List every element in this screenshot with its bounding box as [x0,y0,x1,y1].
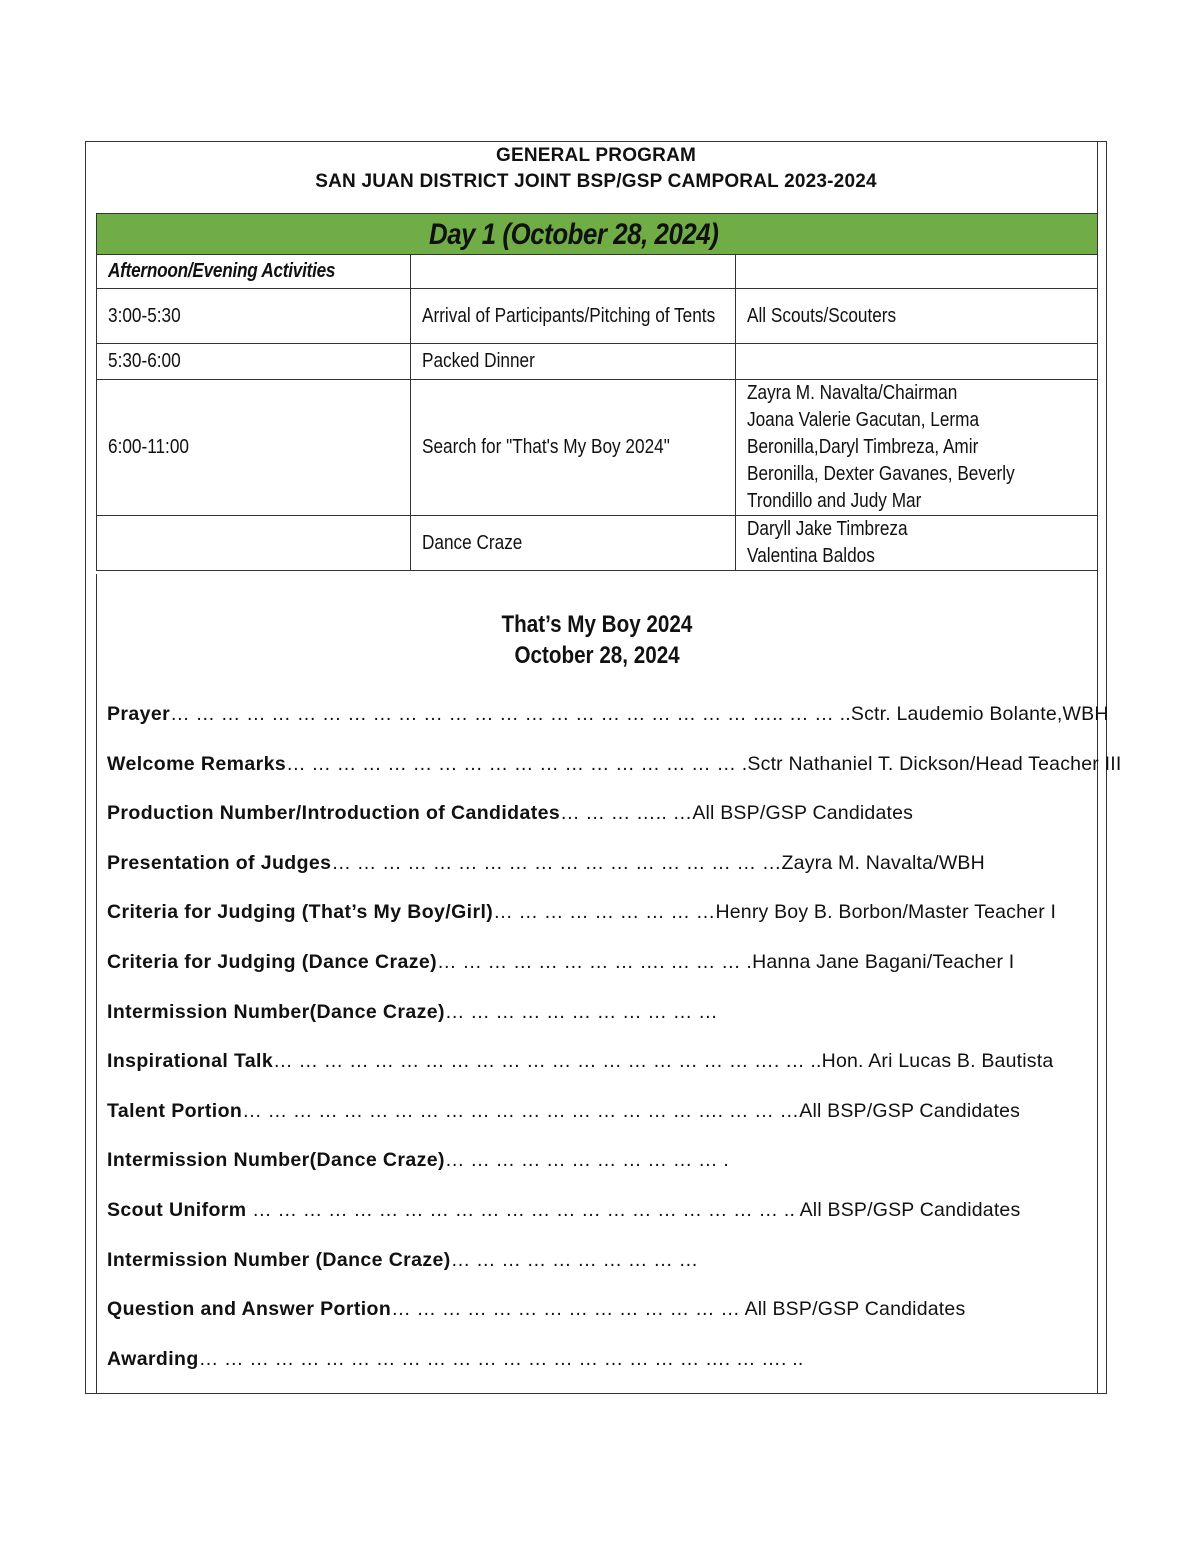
list-item: Intermission Number(Dance Craze)… … … … … … … … … … … [107,1000,718,1023]
day-title-row [97,214,1098,255]
list-item: Presentation of Judges… … … … … … … … … … … … … … … … … …Zayra M. Navalta/WBH [107,851,985,874]
activity-cell: Dance Craze [411,516,736,571]
list-item: Talent Portion… … … … … … … … … … … … … … … … … … …. … … …All BSP/GSP Candidates [107,1099,1021,1122]
table-row [97,289,1098,344]
list-item: Prayer… … … … … … … … … … … … … … … … … … … … … … … ….. … … ..Sctr. Laudemio Bolante,WBH [107,703,1109,725]
empty-cell [736,255,1098,289]
list-item: Intermission Number(Dance Craze)… … … … … … … … … … … . [107,1149,730,1172]
empty-cell [411,255,736,289]
table-row [97,344,1098,380]
list-item: Awarding… … … … … … … … … … … … … … … … … … … … …. … …. .. [107,1347,804,1370]
person-cell [736,344,1098,380]
activity-cell: Packed Dinner [411,344,736,380]
list-item: Production Number/Introduction of Candidates… … … ….. …All BSP/GSP Candidates [107,802,914,825]
header-title: GENERAL PROGRAM [495,145,697,166]
time-cell: 5:30-6:00 [97,344,411,380]
header-subtitle: SAN JUAN DISTRICT JOINT BSP/GSP CAMPORAL 2023-2024 [315,171,877,192]
table-row [97,380,1098,516]
time-cell: 3:00-5:30 [97,289,411,344]
person-cell: Daryll Jake Timbreza Valentina Baldos [736,516,1098,571]
time-cell [97,516,411,571]
schedule-table [96,213,1098,571]
section-label: Afternoon/Evening Activities [97,255,411,289]
activity-cell: Arrival of Participants/Pitching of Tents [411,289,736,344]
activity-cell: Search for "That's My Boy 2024" [411,380,736,516]
person-cell: Zayra M. Navalta/Chairman Joana Valerie Gacutan, Lerma Beronilla,Daryl Timbreza, Amir Beronilla, Dexter Gavanes, Beverly Trondillo and Judy Mar [736,380,1098,516]
document-header [86,143,1106,195]
person-cell: All Scouts/Scouters [736,289,1098,344]
list-item: Intermission Number (Dance Craze)… … … … … … … … … … [107,1248,699,1271]
program-list [107,700,1122,1394]
list-item: Scout Uniform … … … … … … … … … … … … … … … … … … … … … .. All BSP/GSP Candidates [107,1198,1021,1221]
list-item: Welcome Remarks… … … … … … … … … … … … … … … … … … .Sctr Nathaniel T. Dickson/Head Teacher III [107,752,1122,775]
list-item: Inspirational Talk… … … … … … … … … … … … … … … … … … … …. … ..Hon. Ari Lucas B. Bautista [107,1050,1054,1073]
table-row [97,516,1098,571]
list-item: Criteria for Judging (That’s My Boy/Girl)… … … … … … … … …Henry Boy B. Borbon/Master Teacher I [107,901,1057,924]
time-cell: 6:00-11:00 [97,380,411,516]
program-date: October 28, 2024 [514,642,680,669]
program-heading [96,609,1098,671]
list-item: Question and Answer Portion… … … … … … … … … … … … … … All BSP/GSP Candidates [107,1298,966,1321]
program-title: That’s My Boy 2024 [501,611,693,638]
section-row [97,255,1098,289]
list-item: Criteria for Judging (Dance Craze)… … … … … … … … …. … … … .Hanna Jane Bagani/Teacher I [107,950,1015,973]
day-title: Day 1 (October 28, 2024) [97,214,1098,255]
